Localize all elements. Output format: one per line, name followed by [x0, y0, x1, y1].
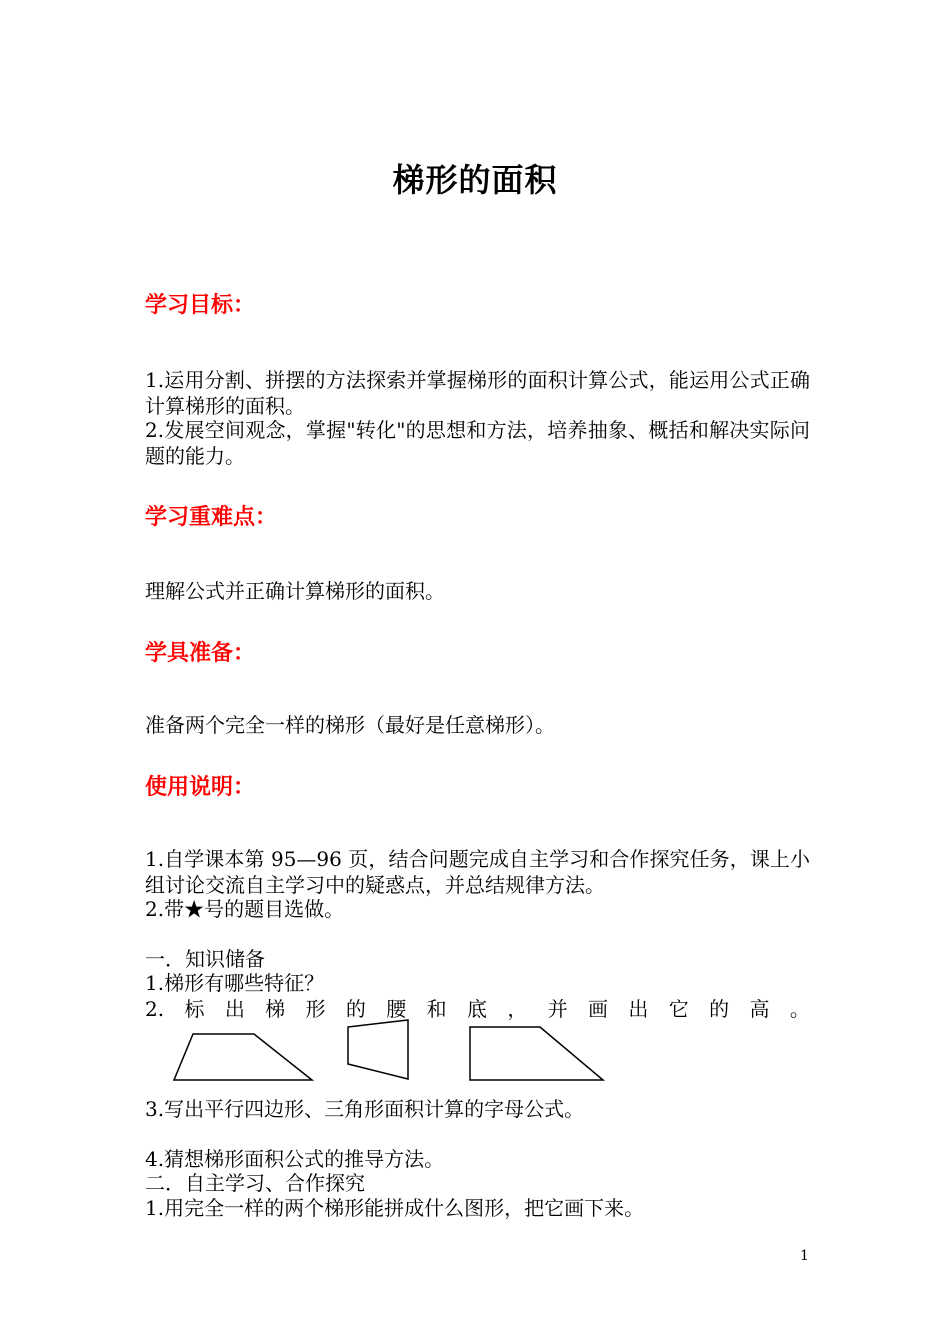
trapezoid-figure-2	[348, 1020, 408, 1079]
question-2-char: 高	[749, 997, 770, 1021]
part2-question-1: 1.用完全一样的两个梯形能拼成什么图形，把它画下来。	[145, 1196, 645, 1220]
question-2-char: 并	[547, 997, 568, 1021]
question-2-char: 标	[184, 997, 205, 1021]
question-2-char: 的	[345, 997, 366, 1021]
question-2-char: 出	[628, 997, 649, 1021]
objectives-heading: 学习目标：	[145, 293, 256, 318]
part2-heading: 二．自主学习、合作探究	[145, 1171, 365, 1195]
usage-item-2: 2.带★号的题目选做。	[145, 897, 345, 921]
key-points-text: 理解公式并正确计算梯形的面积。	[145, 579, 445, 603]
trapezoid-figure-1	[174, 1034, 312, 1080]
materials-text: 准备两个完全一样的梯形（最好是任意梯形）。	[145, 713, 555, 737]
question-2-char: 2.	[145, 997, 165, 1021]
materials-heading: 学具准备：	[145, 641, 256, 666]
objective-item-1: 1.运用分割、拼摆的方法探索并掌握梯形的面积计算公式，能运用公式正确计算梯形的面积。	[145, 368, 810, 418]
key-points-heading: 学习重难点：	[145, 505, 278, 530]
usage-heading: 使用说明：	[145, 775, 256, 800]
question-2-char: 梯	[265, 997, 286, 1021]
page-title: 梯形的面积	[392, 161, 558, 199]
question-2-char: 形	[305, 997, 326, 1021]
question-2-char: 它	[668, 997, 689, 1021]
part1-question-4: 4.猜想梯形面积公式的推导方法。	[145, 1147, 445, 1171]
part1-question-2	[145, 996, 810, 1022]
question-2-char: 的	[709, 997, 730, 1021]
objective-item-2: 2.发展空间观念，掌握"转化"的思想和方法，培养抽象、概括和解决实际问题的能力。	[145, 418, 810, 468]
question-2-char: 腰	[386, 997, 407, 1021]
question-2-char: 和	[426, 997, 447, 1021]
usage-item-1: 1.自学课本第 95—96 页，结合问题完成自主学习和合作探究任务，课上小组讨论交流自主学习中的疑惑点，并总结规律方法。	[145, 847, 810, 897]
question-2-char: 画	[588, 997, 609, 1021]
question-2-char: ，	[507, 997, 528, 1021]
page-number: 1	[800, 1248, 809, 1264]
part1-question-1: 1.梯形有哪些特征？	[145, 971, 325, 995]
question-2-char: 底	[466, 997, 487, 1021]
question-2-char: 。	[789, 997, 810, 1021]
part1-heading: 一．知识储备	[145, 947, 265, 971]
part1-question-3: 3.写出平行四边形、三角形面积计算的字母公式。	[145, 1097, 585, 1121]
trapezoid-figure-3	[470, 1027, 603, 1080]
question-2-char: 出	[224, 997, 245, 1021]
